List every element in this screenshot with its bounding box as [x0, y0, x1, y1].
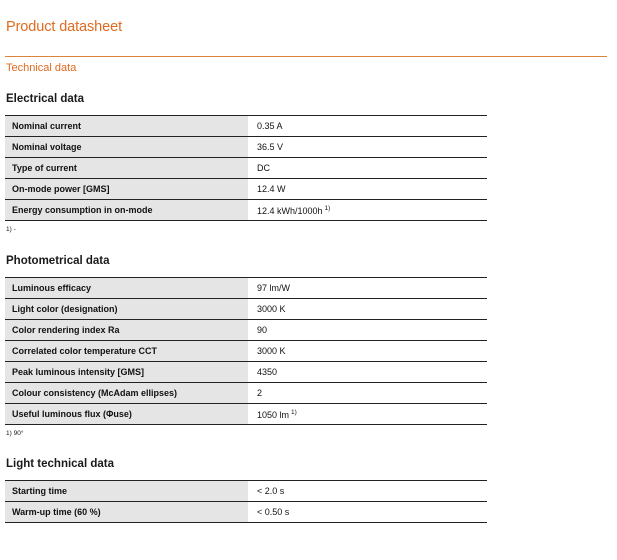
- table-row: [5, 137, 487, 158]
- table-row: [5, 116, 487, 137]
- row-label: Colour consistency (McAdam ellipses): [5, 383, 248, 404]
- photometrical-data-table: [5, 277, 487, 425]
- light-technical-data-table: [5, 480, 487, 523]
- row-label: On-mode power [GMS]: [5, 179, 248, 200]
- row-value: < 0.50 s: [250, 502, 487, 523]
- table-row: [5, 320, 487, 341]
- row-value: 0.35 A: [250, 116, 487, 137]
- page-title: Product datasheet: [6, 19, 122, 35]
- row-value: 90: [250, 320, 487, 341]
- row-label: Starting time: [5, 481, 248, 502]
- table-row: [5, 200, 487, 221]
- row-value: 3000 K: [250, 299, 487, 320]
- row-label: Light color (designation): [5, 299, 248, 320]
- row-label: Warm-up time (60 %): [5, 502, 248, 523]
- row-value: 36.5 V: [250, 137, 487, 158]
- row-value: 12.4 W: [250, 179, 487, 200]
- row-label: Energy consumption in on-mode: [5, 200, 248, 221]
- section-group-title: Technical data: [6, 62, 77, 74]
- row-label: Useful luminous flux (Φuse): [5, 404, 248, 425]
- row-label: Luminous efficacy: [5, 278, 248, 299]
- row-label: Color rendering index Ra: [5, 320, 248, 341]
- row-value: < 2.0 s: [250, 481, 487, 502]
- row-value: DC: [250, 158, 487, 179]
- row-value: 2: [250, 383, 487, 404]
- table-row: [5, 383, 487, 404]
- table-row: [5, 481, 487, 502]
- title-divider: [5, 56, 607, 57]
- row-label: Nominal voltage: [5, 137, 248, 158]
- row-label: Peak luminous intensity [GMS]: [5, 362, 248, 383]
- row-value: 3000 K: [250, 341, 487, 362]
- footnote: 1) -: [6, 226, 16, 233]
- row-label: Correlated color temperature CCT: [5, 341, 248, 362]
- table-row: [5, 362, 487, 383]
- row-value: 97 lm/W: [250, 278, 487, 299]
- electrical-data-heading: Electrical data: [6, 93, 84, 105]
- table-row: [5, 158, 487, 179]
- table-row: [5, 341, 487, 362]
- row-value: 4350: [250, 362, 487, 383]
- table-row: [5, 299, 487, 320]
- footnote-ref: 1): [291, 409, 297, 416]
- row-value: 12.4 kWh/1000h $^{1)}$: [250, 200, 487, 221]
- footnote-ref: 1): [324, 205, 331, 212]
- table-row: [5, 179, 487, 200]
- table-row: [5, 404, 487, 425]
- table-row: [5, 502, 487, 523]
- light-technical-data-heading: Light technical data: [6, 458, 114, 470]
- table-row: [5, 278, 487, 299]
- photometrical-data-heading: Photometrical data: [6, 255, 110, 267]
- footnote: 1) 90°: [6, 430, 24, 437]
- electrical-data-table: [5, 115, 487, 221]
- row-value: 1050 lm $^{1)}$: [250, 404, 487, 425]
- row-label: Nominal current: [5, 116, 248, 137]
- row-label: Type of current: [5, 158, 248, 179]
